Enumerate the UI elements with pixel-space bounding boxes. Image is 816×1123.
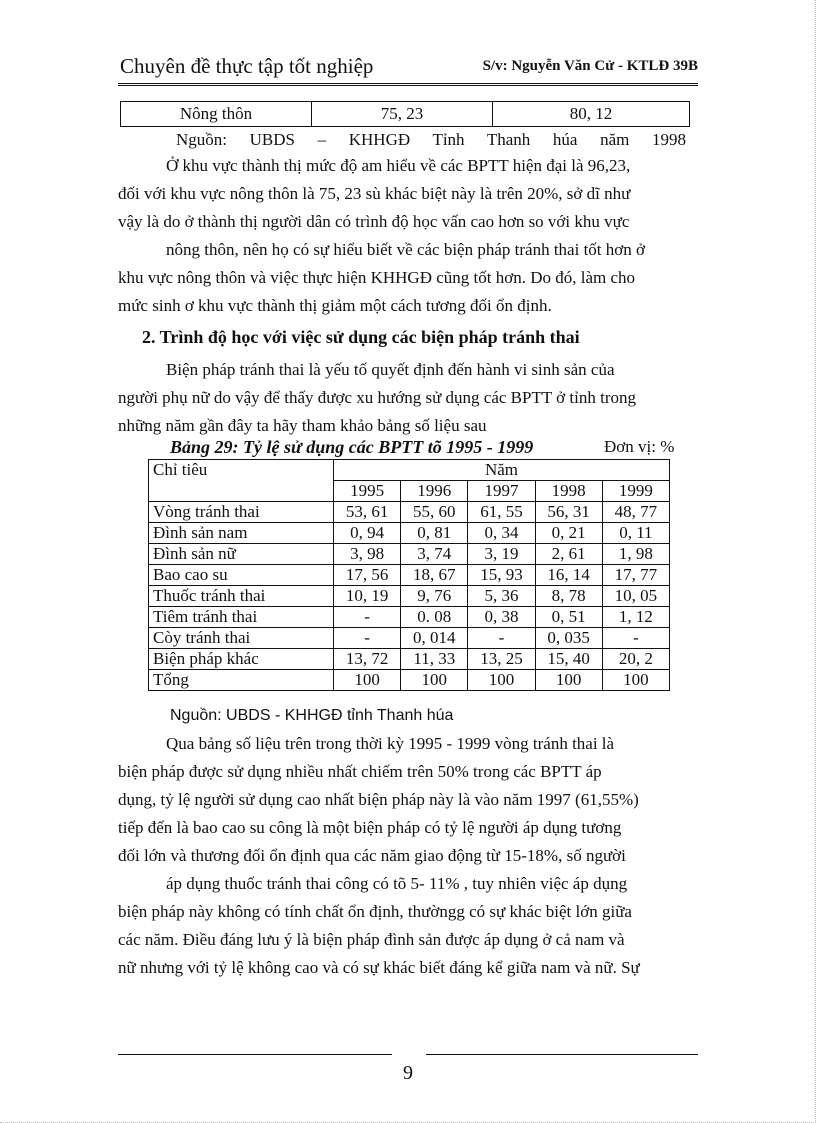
text-line: các năm. Điều đáng lưu ý là biện pháp đình sản được áp dụng ở cả nam và [118, 930, 625, 949]
header-divider [118, 83, 698, 86]
table-cell: 3, 98 [334, 544, 401, 565]
table-cell: 53, 61 [334, 502, 401, 523]
table-cell: 61, 55 [468, 502, 535, 523]
table-source-main: Nguồn: UBDS - KHHGĐ tỉnh Thanh húa [170, 707, 454, 724]
table-cell: 20, 2 [602, 649, 669, 670]
table-caption: Bảng 29: Tỷ lệ sử dụng các BPTT tõ 1995 - 1999 [170, 437, 534, 457]
table-row [149, 586, 670, 607]
table-row [149, 628, 670, 649]
table-cell: 48, 77 [602, 502, 669, 523]
row-label: Tổng [149, 670, 334, 691]
text-line: những năm gần đây ta hãy tham khảo bảng số liệu sau [118, 416, 487, 435]
row-label: Vòng tránh thai [149, 502, 334, 523]
table-cell: 100 [468, 670, 535, 691]
table-cell: 1, 12 [602, 607, 669, 628]
table-cell: 11, 33 [401, 649, 468, 670]
table-cell: 15, 93 [468, 565, 535, 586]
table-cell: - [334, 607, 401, 628]
text-line: vậy là do ở thành thị người dân có trình độ học vấn cao hơn so với khu vực [118, 212, 630, 231]
year-cell: 1998 [535, 481, 602, 502]
table-row [149, 523, 670, 544]
year-cell: 1995 [334, 481, 401, 502]
text-line: áp dụng thuốc tránh thai công có tõ 5- 11% , tuy nhiên việc áp dụng [166, 874, 628, 893]
table-cell: 13, 25 [468, 649, 535, 670]
text-line: Qua bảng số liệu trên trong thời kỳ 1995 - 1999 vòng tránh thai là [166, 734, 615, 753]
table-row [149, 649, 670, 670]
footer-divider-right [426, 1054, 698, 1055]
table-row [149, 565, 670, 586]
text-line: nông thôn, nên họ có sự hiểu biết về các biện pháp tránh thai tốt hơn ở [166, 240, 645, 259]
row-label: Còy tránh thai [149, 628, 334, 649]
running-header [120, 54, 698, 82]
table-cell: 0. 08 [401, 607, 468, 628]
paragraph-2 [118, 356, 700, 440]
table-cell: 0, 34 [468, 523, 535, 544]
table-cell: 100 [602, 670, 669, 691]
text-line: khu vực nông thôn và việc thực hiện KHHGĐ cũng tốt hơn. Do đó, làm cho [118, 268, 636, 287]
text-line: Biện pháp tránh thai là yếu tố quyết định đến hành vi sinh sản của [166, 360, 615, 379]
year-cell: 1997 [468, 481, 535, 502]
header-cell: Năm [334, 460, 670, 481]
text-line: dụng, tỷ lệ người sử dụng cao nhất biện pháp này là vào năm 1997 (61,55%) [118, 790, 639, 809]
table-cell: 75, 23 [312, 102, 493, 127]
table-source-top: Nguồn: UBDS – KHHGĐ Tỉnh Thanh húa năm 1998 [176, 130, 686, 149]
paragraph-3 [118, 730, 700, 982]
row-label: Tiêm tránh thai [149, 607, 334, 628]
text-line: đối với khu vực nông thôn là 75, 23 sù khác biệt này là trên 20%, sở dĩ như [118, 184, 631, 203]
table-cell: 100 [334, 670, 401, 691]
text-line: nữ nhưng với tỷ lệ không cao và có sự khác biết đáng kể giữa nam và nữ. Sự [118, 958, 640, 977]
table-header-row [149, 460, 670, 481]
text-line: mức sinh ơ khu vực thành thị giảm một cách tương đối ổn định. [118, 296, 552, 315]
text-line: tiếp đến là bao cao su công là một biện pháp có tỷ lệ người áp dụng tương [118, 818, 622, 837]
text-line: biện pháp được sử dụng nhiều nhất chiếm trên 50% trong các BPTT áp [118, 762, 602, 781]
table-cell: 10, 19 [334, 586, 401, 607]
table-cell: - [468, 628, 535, 649]
table-cell: 0, 11 [602, 523, 669, 544]
table-row [149, 607, 670, 628]
table-cell: 0, 94 [334, 523, 401, 544]
table-cell: 17, 56 [334, 565, 401, 586]
table-unit: Đơn vị: % [604, 437, 675, 456]
table-cell: - [334, 628, 401, 649]
row-label: Thuốc tránh thai [149, 586, 334, 607]
table-cell: 2, 61 [535, 544, 602, 565]
table-cell: 5, 36 [468, 586, 535, 607]
row-label: Biện pháp khác [149, 649, 334, 670]
table-cell: 13, 72 [334, 649, 401, 670]
table-cell: 3, 74 [401, 544, 468, 565]
table-cell: 80, 12 [493, 102, 690, 127]
table-row [149, 502, 670, 523]
paragraph-1 [118, 152, 700, 320]
table-cell: 0, 38 [468, 607, 535, 628]
header-title: Chuyên đề thực tập tốt nghiệp [120, 54, 374, 78]
table-row [121, 102, 690, 127]
table-cell: Nông thôn [121, 102, 312, 127]
table-cell: 100 [401, 670, 468, 691]
contraceptive-usage-table [148, 459, 670, 691]
table-cell: 8, 78 [535, 586, 602, 607]
table-cell: 0, 51 [535, 607, 602, 628]
table-row [149, 670, 670, 691]
table-cell: 9, 76 [401, 586, 468, 607]
table-cell: 55, 60 [401, 502, 468, 523]
header-cell: Chỉ tiêu [149, 460, 334, 502]
table-cell: 56, 31 [535, 502, 602, 523]
row-label: Bao cao su [149, 565, 334, 586]
table-cell: 0, 035 [535, 628, 602, 649]
page-number: 9 [403, 1062, 413, 1084]
row-label: Đình sản nam [149, 523, 334, 544]
year-cell: 1999 [602, 481, 669, 502]
header-author: S/v: Nguyễn Văn Cử - KTLĐ 39B [482, 58, 698, 74]
table-cell: 10, 05 [602, 586, 669, 607]
footer-divider-left [118, 1054, 392, 1055]
text-line: người phụ nữ do vậy để thấy được xu hướng sử dụng các BPTT ở tỉnh trong [118, 388, 636, 407]
text-line: Ở khu vực thành thị mức độ am hiểu về các BPTT hiện đại là 96,23, [166, 156, 631, 175]
table-cell: 0, 21 [535, 523, 602, 544]
table-cell: 0, 014 [401, 628, 468, 649]
table-cell: 100 [535, 670, 602, 691]
text-line: biện pháp này không có tính chất ổn định, thườngg có sự khác biệt lớn giữa [118, 902, 632, 921]
table-cell: 17, 77 [602, 565, 669, 586]
row-label: Đình sản nữ [149, 544, 334, 565]
text-line: đối lớn và thương đối ổn định qua các năm giao động từ 15-18%, số người [118, 846, 626, 865]
table-cell: 18, 67 [401, 565, 468, 586]
table-cell: 0, 81 [401, 523, 468, 544]
table-cell: - [602, 628, 669, 649]
table-cell: 15, 40 [535, 649, 602, 670]
table-cell: 3, 19 [468, 544, 535, 565]
section-heading: 2. Trình độ học với việc sử dụng các biện pháp tránh thai [142, 327, 580, 347]
table-cell: 16, 14 [535, 565, 602, 586]
continued-table [120, 101, 690, 127]
table-cell: 1, 98 [602, 544, 669, 565]
year-cell: 1996 [401, 481, 468, 502]
table-row [149, 544, 670, 565]
